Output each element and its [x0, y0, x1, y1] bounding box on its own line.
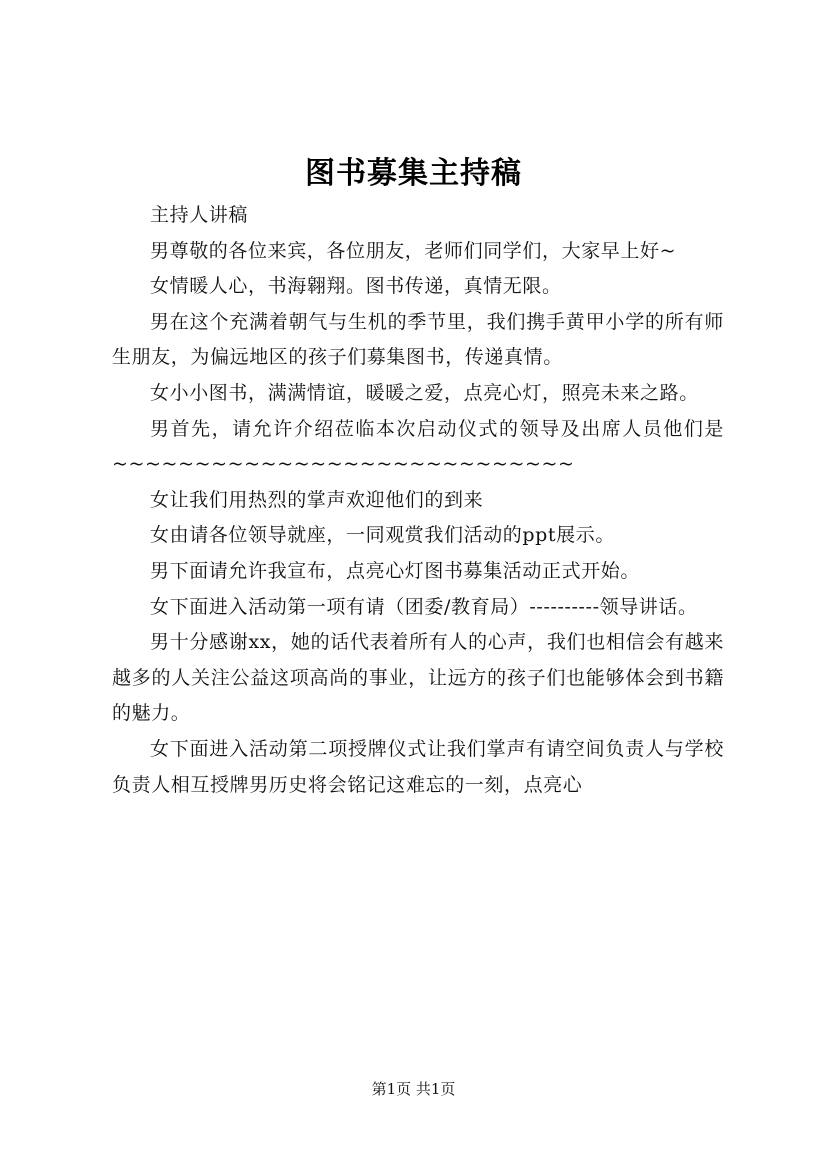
paragraph: 男下面请允许我宣布，点亮心灯图书募集活动正式开始。: [150, 559, 641, 582]
paragraph: 女下面进入活动第一项有请（团委/教育局）----------领导讲话。: [150, 595, 698, 618]
document-body: [112, 198, 724, 803]
paragraph: 女情暖人心，书海翱翔。图书传递，真情无限。: [150, 275, 562, 298]
paragraph: 男首先，请允许介绍莅临本次启动仪式的领导及出席人员他们是~~~~~~~~~~~~~~~~~~~~~~~~~~~~: [112, 417, 724, 476]
paragraph: 男在这个充满着朝气与生机的季节里，我们携手黄甲小学的所有师生朋友，为偏远地区的孩子们募集图书，传递真情。: [112, 310, 724, 369]
paragraph: 主持人讲稿: [150, 204, 249, 226]
paragraph: 男尊敬的各位来宾，各位朋友，老师们同学们，大家早上好~: [150, 239, 677, 262]
paragraph: 女由请各位领导就座，一同观赏我们活动的ppt展示。: [150, 524, 615, 547]
paragraph: 女让我们用热烈的掌声欢迎他们的到来: [150, 488, 484, 511]
paragraph: 女下面进入活动第二项授牌仪式让我们掌声有请空间负责人与学校负责人相互授牌男历史将会铭记这难忘的一刻，点亮心: [112, 737, 724, 796]
page-number-footer: 第1页 共1页: [371, 1080, 456, 1098]
paragraph: 男十分感谢xx，她的话代表着所有人的心声，我们也相信会有越来越多的人关注公益这项高尚的事业，让远方的孩子们也能够体会到书籍的魅力。: [112, 631, 724, 725]
paragraph: 女小小图书，满满情谊，暖暖之爱，点亮心灯，照亮未来之路。: [150, 381, 699, 404]
document-title: 图书募集主持稿: [305, 156, 522, 191]
